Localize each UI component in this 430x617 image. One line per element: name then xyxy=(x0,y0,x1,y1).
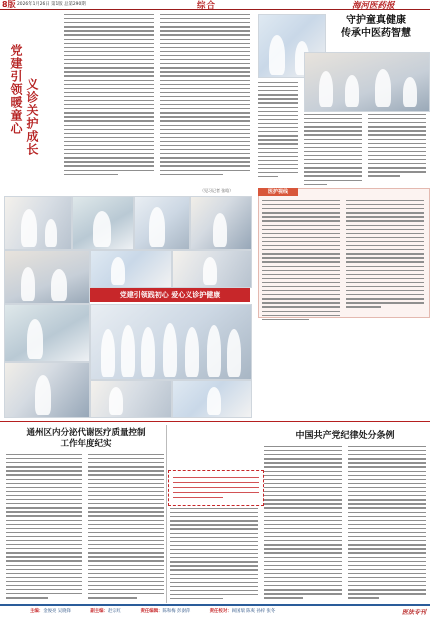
column-divider xyxy=(166,425,167,603)
article3-title xyxy=(6,428,166,450)
article2-photo-right xyxy=(304,52,430,112)
footer-editor2-label: 副主编： xyxy=(90,609,108,614)
collage-photo-9 xyxy=(4,362,90,418)
section-title: 综合 xyxy=(197,1,217,11)
article4-body-col1 xyxy=(170,508,258,602)
article2-title-line1: 守护童真健康 xyxy=(346,15,406,26)
footer-editor4: 阎国瑞 陈爽 孙梓 张冬 xyxy=(231,609,276,614)
page-number: 8版 xyxy=(2,0,16,9)
article3-body-col2 xyxy=(88,454,164,601)
article4-body-col2 xyxy=(264,446,342,602)
sidebar-body-col2 xyxy=(346,200,424,311)
article2-title xyxy=(326,14,426,40)
page-header xyxy=(0,0,430,10)
issue-date: 2026年1月26日 第1版 总第290期 xyxy=(17,2,86,7)
collage-photo-3 xyxy=(134,196,190,250)
article3-body-col1 xyxy=(6,454,82,601)
article2-body-col3 xyxy=(368,114,426,180)
collage-photo-4 xyxy=(190,196,252,250)
collage-photo-1 xyxy=(4,196,72,250)
footer-editor3: 陈和梅 彭澍萍 xyxy=(162,609,191,614)
collage-photo-10 xyxy=(90,380,172,418)
collage-photo-5 xyxy=(4,250,90,304)
footer-badge: 医法专刊 xyxy=(401,609,426,616)
article4-intro-box xyxy=(168,470,264,506)
footer-editor1: 金俊亮 吴晓锋 xyxy=(43,609,71,614)
footer-editor4-label: 责任校对： xyxy=(209,609,232,614)
article2-body-col2 xyxy=(304,114,362,188)
collage-photo-7 xyxy=(172,250,252,288)
article1-title-line1: 党建引领暖童心 xyxy=(9,44,23,135)
article1-body-col2 xyxy=(160,14,250,178)
collage-photo-11 xyxy=(172,380,252,418)
article3-title-line2: 工作年度纪实 xyxy=(60,439,112,449)
photo-banner: 党建引领践初心 爱心义诊护健康 xyxy=(90,288,250,302)
footer-editor3-label: 责任编辑： xyxy=(140,609,163,614)
article2-title-line2: 传承中医药智慧 xyxy=(341,28,411,39)
article3-title-line1: 通州区内分泌代谢医疗质量控制 xyxy=(26,428,146,438)
collage-photo-8 xyxy=(4,304,90,362)
page-footer xyxy=(0,604,430,617)
article2-body-col1 xyxy=(258,82,298,180)
sidebar-body-col1 xyxy=(262,200,340,323)
sidebar-tag: 医护视线 xyxy=(258,188,298,196)
photo-caption: （见习记者 张晗） xyxy=(200,188,234,193)
collage-photo-2 xyxy=(72,196,134,250)
footer-editor1-label: 主编： xyxy=(30,609,44,614)
newspaper-brand: 海河医药报 xyxy=(352,1,395,11)
article4-body-col3 xyxy=(348,446,426,602)
article4-title: 中国共产党纪律处分条例 xyxy=(295,431,395,441)
collage-photo-group xyxy=(90,304,252,380)
article1-body-col1 xyxy=(64,14,154,178)
collage-photo-6 xyxy=(90,250,172,288)
section-divider xyxy=(0,421,430,422)
footer-editor2: 赵宗红 xyxy=(107,609,122,614)
article1-title-line2: 义诊关护成长 xyxy=(25,78,39,156)
